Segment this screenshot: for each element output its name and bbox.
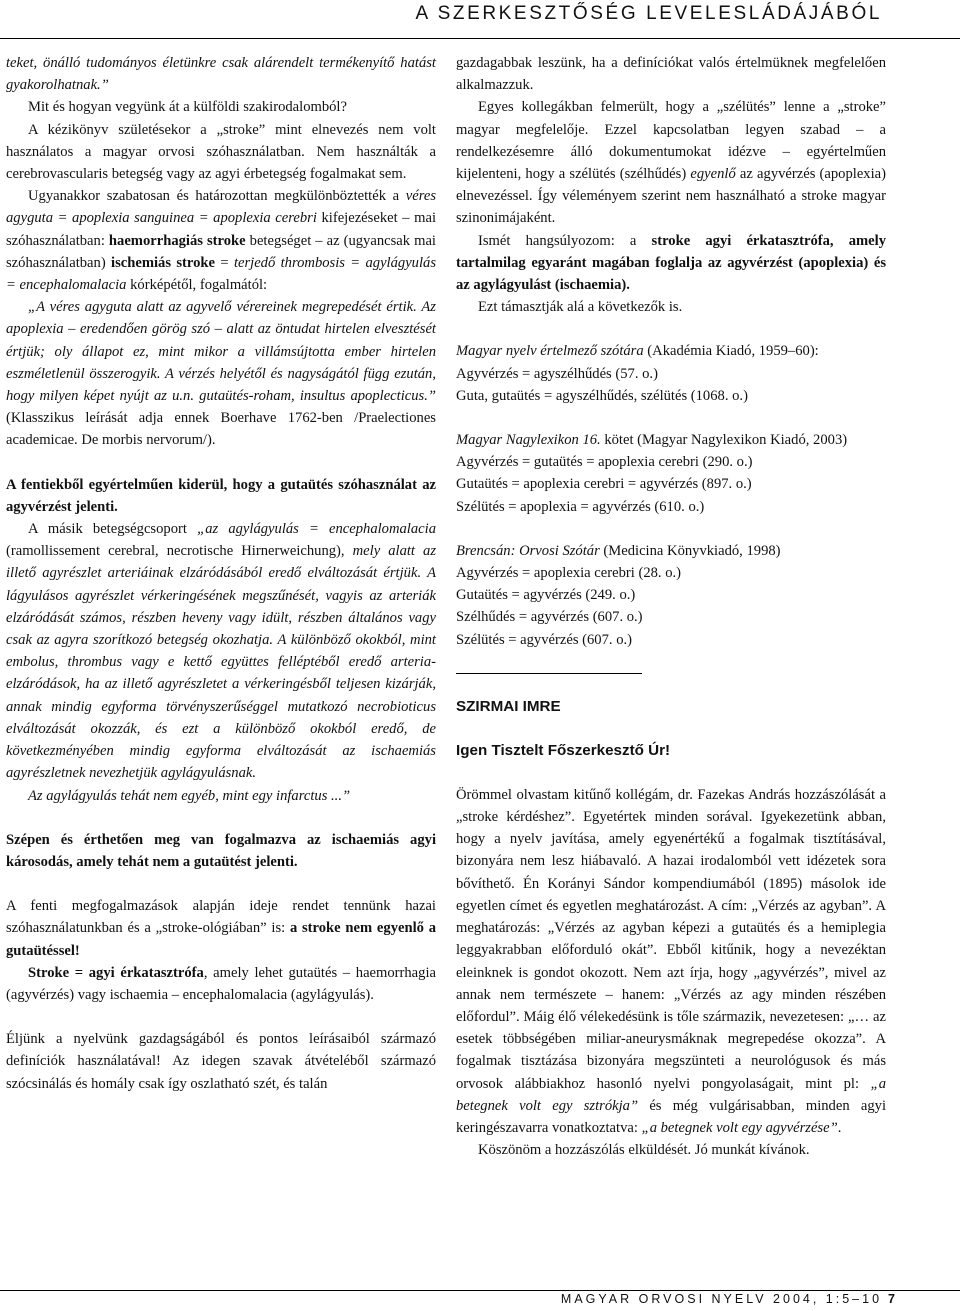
text-span: Brencsán: Orvosi Szótár — [456, 542, 600, 559]
text-span: . — [837, 1119, 842, 1136]
reference-line: Agyvérzés = gutaütés = apoplexia cerebri (290. o.) — [456, 454, 753, 471]
letter-body — [456, 784, 886, 1139]
paragraph — [6, 518, 436, 784]
reference-title — [456, 429, 886, 451]
paragraph — [456, 96, 886, 229]
reference-line: Szélütés = apoplexia = agyvérzés (610. o.) — [456, 498, 705, 515]
text-span: „a betegnek volt egy sztrókja” — [456, 1075, 886, 1114]
reference-line: Gutaütés = agyvérzés (249. o.) — [456, 587, 636, 604]
reference-block — [456, 540, 886, 651]
text-span: Ugyanakkor szabatosan és határozottan megkülönböztették a — [28, 188, 406, 205]
text-span: Stroke = agyi érkatasztrófa — [28, 964, 204, 981]
paragraph — [6, 962, 436, 1006]
reference-line: Agyvérzés = apoplexia cerebri (28. o.) — [456, 565, 682, 582]
text-span: és még vulgárisabban, minden agyi keringészavarra vonatkoztatva: — [456, 1097, 887, 1136]
emphasis-paragraph: Szépen és érthetően meg van fogalmazva az ischaemiás agyi károsodás, amely tehát nem a gutaütést jelenti. — [6, 831, 436, 870]
quote-paragraph — [6, 296, 436, 451]
text-span: mely alatt az illető agyrészlet arteriáinak elzáródásából eredő elváltozását értjük. A lágyulásos agyrészlet vérkeringésének megszűnését, vagyis az arteriák elzáródását számos, részben heveny vagy idült, részben általános vagy csak az agyra szorítkozó betegség okozhatja. A különböző okokból, mint embolus, thrombus vagy e kettő együttes felléptéből eredő arteria-elzáródások, ha az illető agyrészletet a vérkeringésből teljesen kizárják, annak mindig egyforma törvényszerűséggel mutatkozó necrobioticus elváltozását okozzák, és ezt a különböző okokból eredő, de következményében mindig egyforma elváltozását az ischaemiás agyrészletnek nevezhetjük agylágyulásnak. — [6, 543, 436, 782]
author-name: SZIRMAI IMRE — [456, 697, 561, 715]
text-span: „az agylágyulás = encephalomalacia — [197, 521, 436, 538]
paragraph — [6, 185, 436, 296]
reference-line: Szélütés = agyvérzés (607. o.) — [456, 631, 633, 648]
text-span: „A véres agyguta alatt az agyvelő vérereinek megrepedését értik. Az apoplexia – eredendően görög szó – alatt az öntudat hirtelen elvesztését értjük; oly állapot ez, mint mikor a villámsújtotta ember hirtelen eszméletlenül összerogyik. A vérzés helyétől és nagyságától függ ezután, hogy milyen képet nyújt az u.n. gutaütés-roham, insultus apoplecticus.” — [6, 299, 436, 405]
text-span: = — [215, 254, 234, 271]
text-span: haemorrhagiás stroke — [108, 232, 246, 249]
reference-title — [456, 540, 886, 562]
text-span: kórképétől, fogalmától: — [126, 277, 268, 294]
paragraph — [456, 230, 886, 297]
reference-line: Gutaütés = apoplexia cerebri = agyvérzés (897. o.) — [456, 476, 752, 493]
reference-line: Agyvérzés = agyszélhűdés (57. o.) — [456, 365, 658, 382]
reference-title — [456, 340, 886, 362]
text-span: terjedő thrombosis = agylágyulás = encephalomalacia — [6, 254, 437, 294]
reference-block — [456, 429, 886, 518]
section-divider — [456, 673, 642, 674]
paragraph: Az agylágyulás tehát nem egyéb, mint egy infarctus ...” — [28, 787, 351, 804]
paragraph — [6, 895, 436, 962]
paragraph: gazdagabbak leszünk, ha a definíciókat valós értelmüknek megfelelően alkalmazzuk. — [456, 55, 886, 94]
paragraph: Mit és hogyan vegyünk át a külföldi szakirodalomból? — [28, 99, 347, 116]
text-span: stroke agyi érkatasztrófa, amely tartalmilag egyaránt magában foglalja az agyvérzést (apoplexia) és az agylágyulást (ischaemia). — [456, 232, 886, 294]
footer-citation — [561, 1292, 898, 1306]
text-span: (ramollissement cerebral, necrotische Hirnerweichung), — [6, 543, 353, 560]
paragraph: teket, önálló tudományos életünkre csak alárendelt termékenyítő hatást gyakorolhatnak.” — [6, 55, 436, 94]
letter-closing: Köszönöm a hozzászólás elküldését. Jó munkát kívánok. — [478, 1142, 810, 1159]
text-span: ischemiás stroke — [111, 254, 216, 271]
text-span: , amely lehet gutaütés – haemorrhagia (agyvérzés) vagy ischaemia – encephalomalacia (agylágyulás). — [6, 964, 436, 1003]
reference-line: Szélhűdés = agyvérzés (607. o.) — [456, 609, 643, 626]
page-footer — [0, 1290, 960, 1311]
text-span: betegséget – az (ugyancsak mai szóhasználatban) — [6, 232, 436, 271]
letter-salutation: Igen Tisztelt Főszerkesztő Úr! — [456, 741, 671, 759]
journal-citation: MAGYAR ORVOSI NYELV 2004, 1:5–10 — [560, 1292, 883, 1306]
text-span: a stroke nem egyenlő a gutaütéssel! — [6, 920, 436, 959]
text-span: Örömmel olvastam kitűnő kollégám, dr. Fazekas András hozzászólását a „stroke kérdéshez”. Egyetértek minden sorával. Igyekezetünk abban, hogy a nyelv javítása, amely egyenértékű a fogalmak tisztításával, bizonyára nem lesz hiábavaló. A hazai irodalomból vett idézetek sora bővíthető. Én Korányi Sándor kompendiumából (1895) másolok ide egyetlen címet és egyetlen meghatározást. A cím: „Vérzés az agyban”. A meghatározás: „Vérzés az agyban képezi a gutaütés és a hemiplegia leggyakrabban előforduló okát”. Ebből kitűnik, hogy a nevezéktan eleinknek is gondot okozott. Nem azt írja, hogy „agyvérzés”, mivel az annak nem természete – hanem: „Vérzés az agy minden részében előfordul”. Máig élő vélekedésünk is tőle származik, nevezetesen: „… az esetek többségében miliar-aneurysmáknak megrepedése okozza”. A fogalmak tisztázása bizonyára megszünteti a neurológusok és más orvosok alábbiakhoz hasonló nyelvi pongyolaságait, mint pl: — [456, 786, 886, 1092]
text-span: „a betegnek volt egy agyvérzése” — [641, 1119, 838, 1136]
text-span: (Medicina Könyvkiadó, 1998) — [599, 542, 781, 559]
reference-line: Guta, gutaütés = agyszélhűdés, szélütés (1068. o.) — [456, 387, 748, 404]
right-column — [456, 52, 886, 1161]
paragraph: A kézikönyv születésekor a „stroke” mint elnevezés nem volt használatos a magyar orvosi szóhasználatban. Nem használták a cerebrovascularis betegség vagy az agyi érbetegség fogalmakat sem. — [6, 121, 436, 183]
text-span: Egyes kollegákban felmerült, hogy a „szélütés” lenne a „stroke” magyar megfelelője. Ezzel kapcsolatban legyen szabad – a rendelkezésemre álló dokumentumokat idézve – egyértelműen kijelenteni, hogy a szélütés (szélhűdés) — [456, 99, 886, 183]
text-span: kötet (Magyar Nagylexikon Kiadó, 2003) — [600, 432, 848, 449]
running-header-title: A SZERKESZTŐSÉG LEVELESLÁDÁJÁBÓL — [415, 3, 882, 24]
text-span: A másik betegségcsoport — [28, 521, 198, 538]
text-span: (Klasszikus leírását adja ennek Boerhave 1762-ben /Praelectiones academicae. De morbis nervorum/). — [6, 410, 436, 449]
text-span: Magyar Nagylexikon 16. — [456, 432, 601, 449]
page-number: 7 — [888, 1292, 898, 1306]
text-span: egyenlő — [690, 166, 736, 183]
reference-block — [456, 340, 886, 407]
text-span: az agyvérzés (apoplexia) elnevezéssel. Így véleményem szerint nem használható a stroke magyar szinonimájaként. — [456, 166, 886, 227]
text-span: Magyar nyelv értelmező szótára — [456, 343, 644, 360]
paragraph: Ezt támasztják alá a következők is. — [478, 299, 683, 316]
paragraph: Éljünk a nyelvünk gazdagságából és pontos leírásaiból származó definíciók használatával! Az idegen szavak átvételéből származó szócsinálás és homály csak így oszlatható szét, és talán — [6, 1031, 436, 1092]
left-column — [6, 52, 436, 1095]
text-span: véres agyguta = apoplexia sanguinea = apoplexia cerebri — [6, 188, 436, 227]
page-header — [0, 0, 960, 39]
text-span: kifejezéseket – mai szóhasználatban: — [6, 210, 436, 249]
text-span: (Akadémia Kiadó, 1959–60): — [643, 343, 819, 360]
emphasis-paragraph: A fentiekből egyértelműen kiderül, hogy a gutaütés szóhasználat az agyvérzést jelenti. — [6, 476, 436, 515]
text-span: Ismét hangsúlyozom: a — [478, 232, 652, 249]
text-span: A fenti megfogalmazások alapján ideje rendet tennünk hazai szóhasználatunkban és a „stroke-ológiában” is: — [6, 898, 436, 937]
